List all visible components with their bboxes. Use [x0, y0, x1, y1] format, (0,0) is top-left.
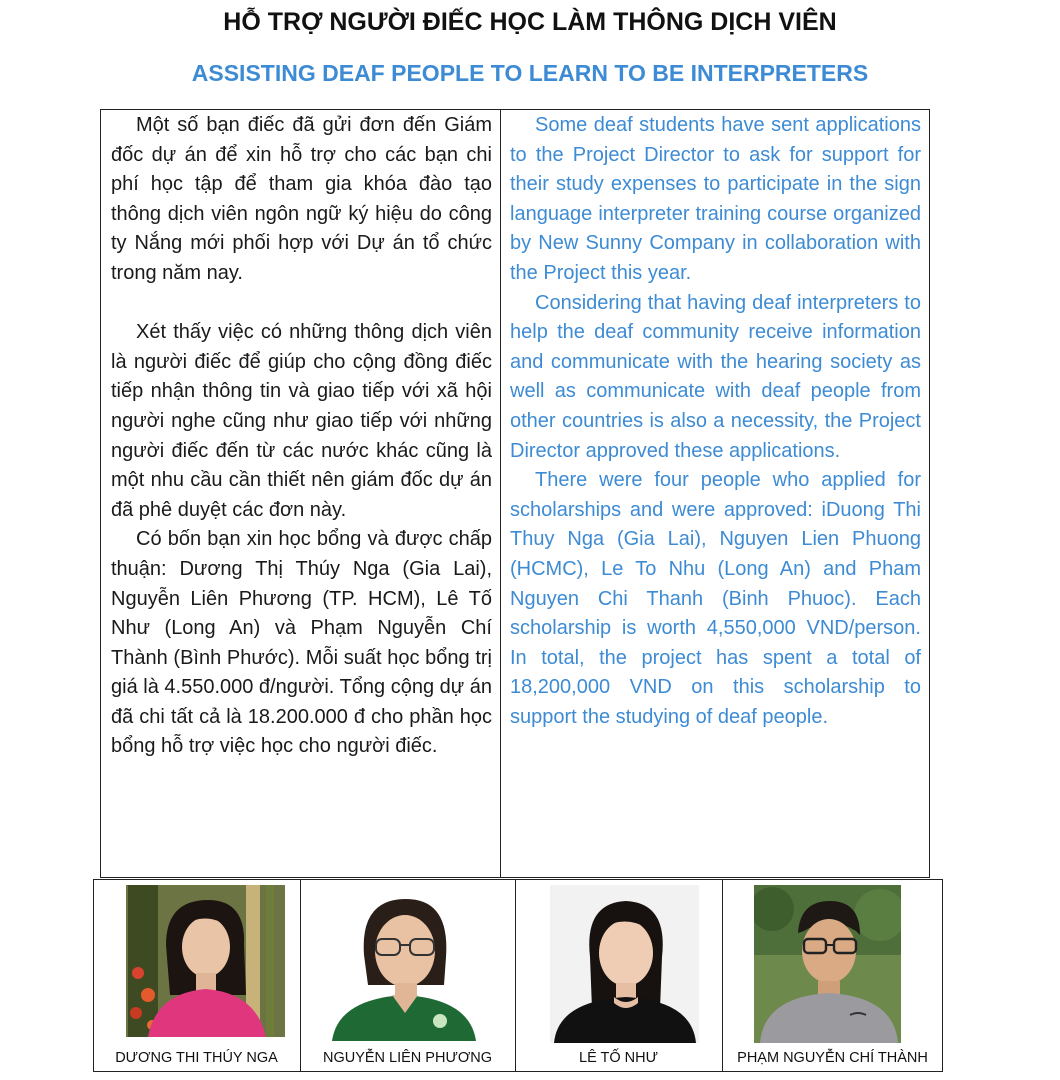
page-title-vietnamese: HỖ TRỢ NGƯỜI ĐIẾC HỌC LÀM THÔNG DỊCH VIÊN	[223, 8, 837, 36]
photo-divider	[300, 879, 301, 1072]
caption-pham-nguyen-chi-thanh: PHẠM NGUYỄN CHÍ THÀNH	[737, 1050, 928, 1066]
photo-duong-thi-thuy-nga	[126, 885, 285, 1037]
vietnamese-column	[111, 111, 492, 762]
english-paragraph-2: Considering that having deaf interpreters to help the deaf community receive information and communicate with the hearing society as well as communicate with deaf people from other countries is also a necessity, the Project Director approved these applications.	[510, 291, 921, 462]
english-column	[510, 111, 921, 732]
photo-divider	[515, 879, 516, 1072]
column-divider	[500, 109, 501, 878]
caption-nguyen-lien-phuong: NGUYỄN LIÊN PHƯƠNG	[322, 1050, 493, 1066]
english-paragraph-1: Some deaf students have sent applications to the Project Director to ask for support for their study expenses to participate in the sign language interpreter training course organized by New Sunny Company in collaboration with the Project this year.	[510, 114, 921, 284]
vietnamese-paragraph-3: Có bốn bạn xin học bổng và được chấp thuận: Dương Thị Thúy Nga (Gia Lai), Nguyễn Liên Phương (TP. HCM), Lê Tố Như (Long An) và Phạm Nguyễn Chí Thành (Bình Phước). Mỗi suất học bổng trị giá là 4.550.000 đ/người. Tổng cộng dự án đã chi tất cả là 18.200.000 đ cho phần học bổng hỗ trợ việc học cho người điếc.	[111, 528, 492, 758]
english-paragraph-3: There were four people who applied for scholarships and were approved: iDuong Thi Thuy Nga (Gia Lai), Nguyen Lien Phuong (HCMC), Le To Nhu (Long An) and Pham Nguyen Chi Thanh (Binh Phuoc). Each scholarship is worth 4,550,000 VND/person. In total, the project has spent a total of 18,200,000 VND on this scholarship to support the studying of deaf people.	[510, 469, 921, 728]
page-title-english: ASSISTING DEAF PEOPLE TO LEARN TO BE INTERPRETERS	[191, 60, 869, 86]
photo-le-to-nhu	[550, 885, 699, 1043]
photo-nguyen-lien-phuong	[330, 885, 478, 1041]
photo-pham-nguyen-chi-thanh	[754, 885, 901, 1043]
caption-le-to-nhu: LÊ TỐ NHƯ	[579, 1050, 658, 1066]
caption-duong-thi-thuy-nga: DƯƠNG THI THÚY NGA	[115, 1050, 278, 1066]
photo-divider	[722, 879, 723, 1072]
vietnamese-paragraph-1: Một số bạn điếc đã gửi đơn đến Giám đốc dự án để xin hỗ trợ cho các bạn chi phí học tập để tham gia khóa đào tạo thông dịch viên ngôn ngữ ký hiệu do công ty Nắng mới phối hợp với Dự án tổ chức trong năm nay.	[111, 114, 492, 284]
vietnamese-paragraph-2: Xét thấy việc có những thông dịch viên là người điếc để giúp cho cộng đồng điếc tiếp nhận thông tin và giao tiếp với xã hội người nghe cũng như giao tiếp với những người điếc đến từ các nước khác cũng là một nhu cầu cần thiết nên giám đốc dự án đã phê duyệt các đơn này.	[111, 321, 492, 521]
